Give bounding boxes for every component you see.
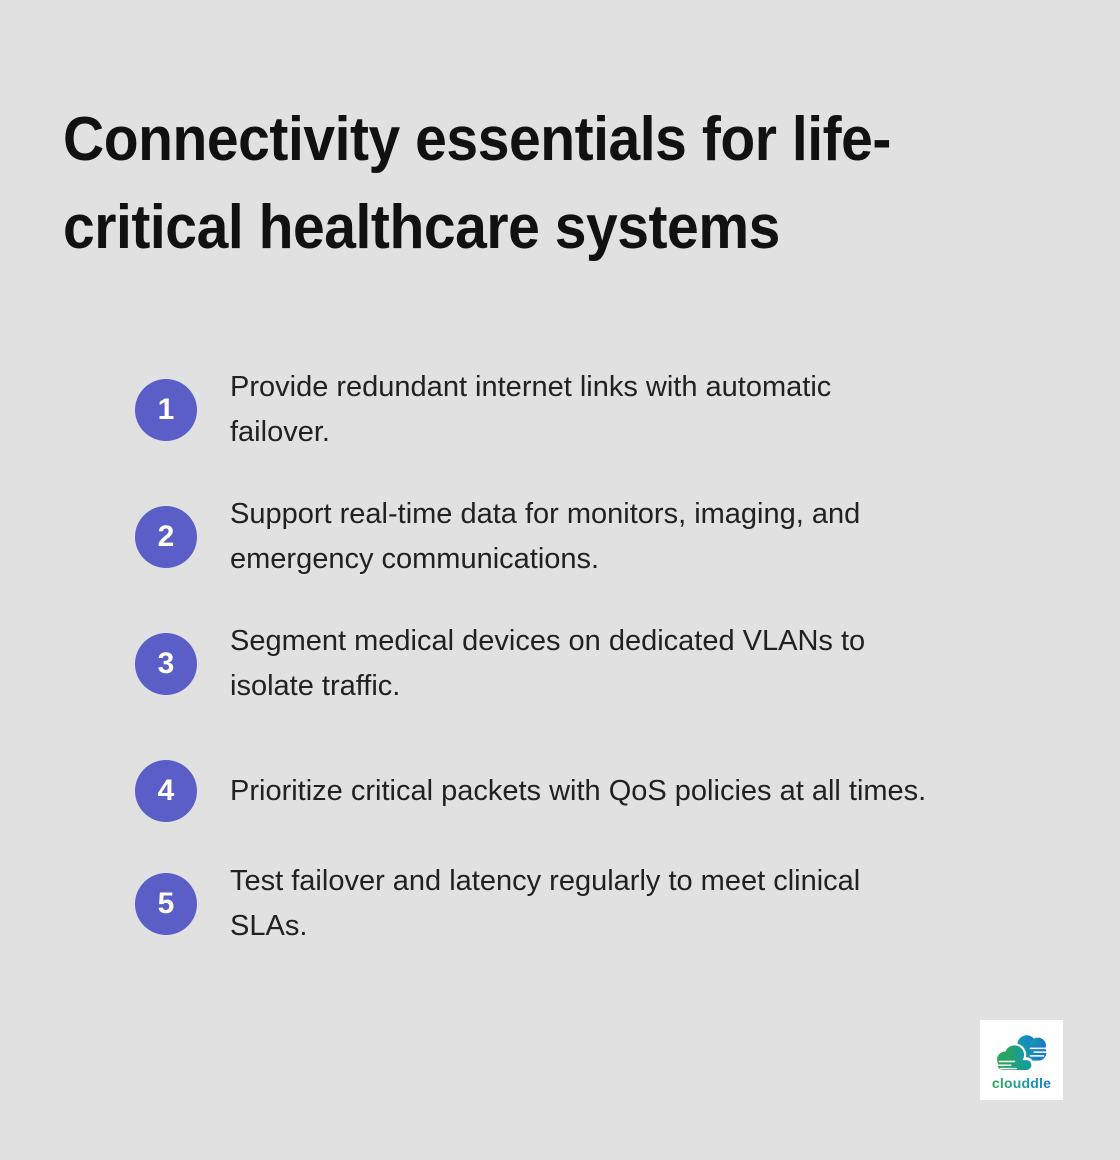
item-text-line: Test failover and latency regularly to meet clinical: [230, 865, 861, 897]
item-number-badge: [135, 506, 197, 568]
item-number: 5: [157, 887, 175, 920]
item-number: 2: [157, 520, 175, 553]
page-title: [63, 96, 891, 272]
cloud-icon: [992, 1032, 1052, 1076]
item-text-line: Segment medical devices on dedicated VLANs to: [230, 625, 866, 657]
item-number-badge: [135, 760, 197, 822]
item-number-badge: [135, 873, 197, 935]
item-text: [230, 769, 1080, 814]
item-text-line: isolate traffic.: [230, 670, 401, 702]
list-item: [135, 619, 1080, 709]
item-number-badge: [135, 633, 197, 695]
item-text-line: SLAs.: [230, 910, 308, 942]
item-text-line: Prioritize critical packets with QoS policies at all times.: [230, 774, 927, 807]
item-number: 1: [157, 393, 175, 426]
item-text-line: emergency communications.: [230, 543, 600, 575]
brand-name: clouddle: [991, 1075, 1052, 1091]
item-number: 3: [157, 647, 175, 680]
title-line-2: critical healthcare systems: [63, 193, 780, 262]
list-item: [135, 365, 1080, 455]
list-item: [135, 492, 1080, 582]
item-number: 4: [157, 774, 175, 807]
item-text: [230, 619, 1080, 709]
item-text: [230, 492, 1080, 582]
item-text-line: Support real-time data for monitors, imaging, and: [230, 498, 861, 530]
title-line-1: Connectivity essentials for life-: [63, 105, 891, 174]
list-item: [135, 859, 1080, 949]
list-item: [135, 760, 1080, 822]
brand-logo-box: [980, 1020, 1063, 1100]
item-text: [230, 859, 1080, 949]
item-number-badge: [135, 379, 197, 441]
item-text-line: failover.: [230, 416, 330, 448]
item-text-line: Provide redundant internet links with automatic: [230, 371, 832, 403]
tips-list: [135, 365, 1080, 949]
item-text: [230, 365, 1080, 455]
